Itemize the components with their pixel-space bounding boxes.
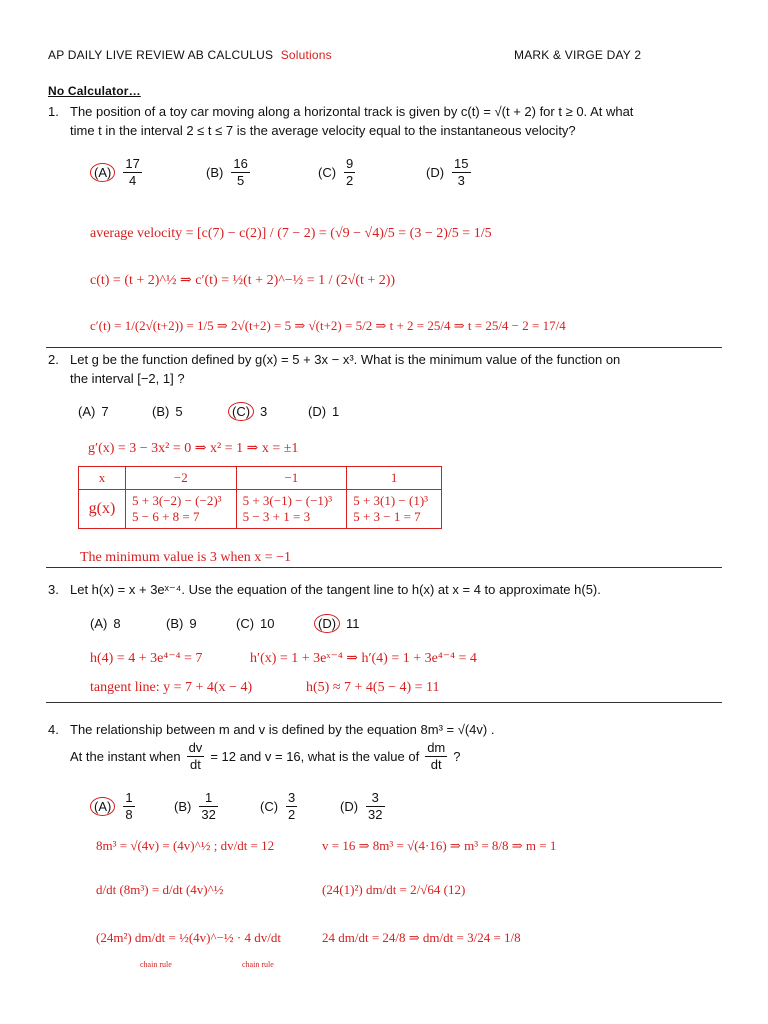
q1-solution-line3: c′(t) = 1/(2√(t+2)) = 1/5 ⇒ 2√(t+2) = 5 ⇒ √(t+2) = 5/2 ⇒ t + 2 = 25/4 ⇒ t = 25/4 − 2 = 17/4 <box>90 318 566 333</box>
q1-c-den: 2 <box>346 173 354 188</box>
q4-c-den: 2 <box>288 807 296 822</box>
q3-b-label: (B) <box>166 616 184 631</box>
q4-solution-right-line3: 24 dm/dt = 24/8 ⇒ dm/dt = 3/24 = 1/8 <box>322 930 521 945</box>
divider <box>46 702 722 703</box>
q4-a-num: 1 <box>125 790 133 805</box>
q2-choice-a <box>78 404 109 419</box>
q1-d-num: 15 <box>454 156 469 171</box>
table-header-cell: −2 <box>126 467 237 490</box>
table-header-cell: 1 <box>347 467 442 490</box>
question-2-number: 2. <box>48 352 59 367</box>
table-header-x: x <box>79 467 126 490</box>
answer-circle: (A) <box>90 163 115 182</box>
question-1-number: 1. <box>48 104 59 119</box>
question-4-number: 4. <box>48 722 59 737</box>
q3-choice-a <box>90 616 121 631</box>
q4-dmdt-den: dt <box>430 757 442 772</box>
q3-solution-h4: h(4) = 4 + 3e⁴⁻⁴ = 7 <box>90 651 203 666</box>
q4-c-label: (C) <box>260 799 279 814</box>
q1-d-den: 3 <box>457 173 465 188</box>
q2-solution-line2: The minimum value is 3 when x = −1 <box>80 550 291 565</box>
q4-chain-rule-note: chain rule <box>140 960 172 969</box>
q2-d-value: 1 <box>332 404 340 419</box>
q1-b-num: 16 <box>233 156 248 171</box>
q1-choice-b <box>206 156 252 189</box>
question-3-text-line1: Let h(x) = x + 3eˣ⁻⁴. Use the equation of the tangent line to h(x) at x = 4 to approximate h(5). <box>70 582 601 597</box>
q2-values-table <box>78 466 442 529</box>
section-title: No Calculator… <box>48 84 141 98</box>
table-row <box>79 490 442 529</box>
q1-b-label: (B) <box>206 165 224 180</box>
divider <box>46 567 722 568</box>
q1-choice-a <box>90 156 144 189</box>
q1-c-num: 9 <box>346 156 354 171</box>
q4-choice-a <box>90 790 137 823</box>
q3-solution-approx: h(5) ≈ 7 + 4(5 − 4) = 11 <box>306 680 440 695</box>
q4-a-den: 8 <box>125 807 133 822</box>
q1-d-label: (D) <box>426 165 445 180</box>
q3-choice-d <box>314 614 360 633</box>
q4-choice-d <box>340 790 387 823</box>
q3-b-value: 9 <box>189 616 197 631</box>
q1-b-den: 5 <box>236 173 245 188</box>
answer-circle: (C) <box>228 402 254 421</box>
document-header <box>48 48 332 62</box>
cell-expression: 5 + 3(1) − (1)³ <box>353 493 429 508</box>
question-4-text-line1: The relationship between m and v is defined by the equation 8m³ = √(4v) . <box>70 722 495 737</box>
q2-solution-line1: g′(x) = 3 − 3x² = 0 ⇒ x² = 1 ⇒ x = ±1 <box>88 441 299 456</box>
q4-b-label: (B) <box>174 799 192 814</box>
header-subtitle: Solutions <box>280 48 332 62</box>
q2-a-label: (A) <box>78 404 96 419</box>
q2-c-value: 3 <box>260 404 268 419</box>
q4-line2-part1: At the instant when <box>70 748 181 764</box>
question-2-text-line2: the interval [−2, 1] ? <box>70 371 185 386</box>
q3-choice-b <box>166 616 197 631</box>
q4-c-num: 3 <box>288 790 296 805</box>
q2-choice-d <box>308 404 339 419</box>
q4-choice-b <box>174 790 220 823</box>
table-header-cell: −1 <box>236 467 347 490</box>
question-2-text-line1: Let g be the function defined by g(x) = 5 + 3x − x³. What is the minimum value of the function on <box>70 352 621 367</box>
q4-dmdt-num: dm <box>427 740 446 755</box>
cell-expression: 5 + 3(−1) − (−1)³ <box>242 493 333 508</box>
q1-solution-line1: average velocity = [c(7) − c(2)] / (7 − 2) = (√9 − √4)/5 = (3 − 2)/5 = 1/5 <box>90 226 492 241</box>
question-3-number: 3. <box>48 582 59 597</box>
answer-circle: (A) <box>90 797 115 816</box>
q4-b-num: 1 <box>199 790 217 807</box>
question-1-text-line1: The position of a toy car moving along a horizontal track is given by c(t) = √(t + 2) for t ≥ 0. At what <box>70 104 634 119</box>
q4-solution-left-line1: 8m³ = √(4v) = (4v)^½ ; dv/dt = 12 <box>96 838 275 853</box>
q4-dvdt-num: dv <box>188 740 203 755</box>
q3-d-value: 11 <box>346 616 360 631</box>
answer-circle: (D) <box>314 614 340 633</box>
table-row <box>79 467 442 490</box>
q4-d-den: 32 <box>368 807 383 822</box>
cell-result: 5 − 3 + 1 = 3 <box>242 509 311 524</box>
q3-a-value: 8 <box>113 616 121 631</box>
q2-d-label: (D) <box>308 404 327 419</box>
q4-solution-right-line1: v = 16 ⇒ 8m³ = √(4·16) ⇒ m³ = 8/8 ⇒ m = 1 <box>322 838 557 853</box>
q4-line2-part3: ? <box>453 748 461 764</box>
header-right: MARK & VIRGE DAY 2 <box>514 48 642 62</box>
cell-result: 5 + 3 − 1 = 7 <box>353 509 421 524</box>
q1-a-num: 17 <box>125 156 140 171</box>
table-cell <box>126 490 237 529</box>
q3-solution-tangent: tangent line: y = 7 + 4(x − 4) <box>90 680 253 695</box>
table-cell <box>347 490 442 529</box>
divider <box>46 347 722 348</box>
question-4-text-line2 <box>70 740 460 773</box>
q1-choice-d <box>426 156 473 189</box>
q2-choice-c <box>228 402 267 421</box>
q2-choice-b <box>152 404 183 419</box>
table-row-label: g(x) <box>79 490 126 529</box>
q4-dvdt-den: dt <box>190 757 201 772</box>
q3-c-label: (C) <box>236 616 255 631</box>
question-1-text-line2: time t in the interval 2 ≤ t ≤ 7 is the average velocity equal to the instantaneous velocity? <box>70 123 576 138</box>
q3-c-value: 10 <box>260 616 275 631</box>
q1-choice-c <box>318 156 357 189</box>
q1-solution-line2: c(t) = (t + 2)^½ ⇒ c′(t) = ½(t + 2)^−½ = 1 / (2√(t + 2)) <box>90 273 396 288</box>
header-title: AP DAILY LIVE REVIEW AB CALCULUS <box>48 48 274 62</box>
q4-d-num: 3 <box>366 790 384 807</box>
q4-d-label: (D) <box>340 799 359 814</box>
q3-a-label: (A) <box>90 616 108 631</box>
q2-b-label: (B) <box>152 404 170 419</box>
cell-result: 5 − 6 + 8 = 7 <box>132 509 200 524</box>
q4-solution-left-line2: d/dt (8m³) = d/dt (4v)^½ <box>96 882 224 897</box>
q4-solution-left-line3: (24m²) dm/dt = ½(4v)^−½ · 4 dv/dt <box>96 930 281 945</box>
table-cell <box>236 490 347 529</box>
q4-b-den: 32 <box>201 807 216 822</box>
q1-a-den: 4 <box>128 173 137 188</box>
q3-choice-c <box>236 616 275 631</box>
q4-line2-part2: = 12 and v = 16, what is the value of <box>210 748 420 764</box>
q4-choice-c <box>260 790 299 823</box>
q2-b-value: 5 <box>175 404 183 419</box>
q3-solution-derivative: h′(x) = 1 + 3eˣ⁻⁴ ⇒ h′(4) = 1 + 3e⁴⁻⁴ = 4 <box>250 651 477 666</box>
q4-solution-right-line2: (24(1)²) dm/dt = 2/√64 (12) <box>322 882 466 897</box>
cell-expression: 5 + 3(−2) − (−2)³ <box>132 493 222 508</box>
q1-c-label: (C) <box>318 165 337 180</box>
q2-a-value: 7 <box>101 404 109 419</box>
q4-chain-rule-note: chain rule <box>242 960 274 969</box>
